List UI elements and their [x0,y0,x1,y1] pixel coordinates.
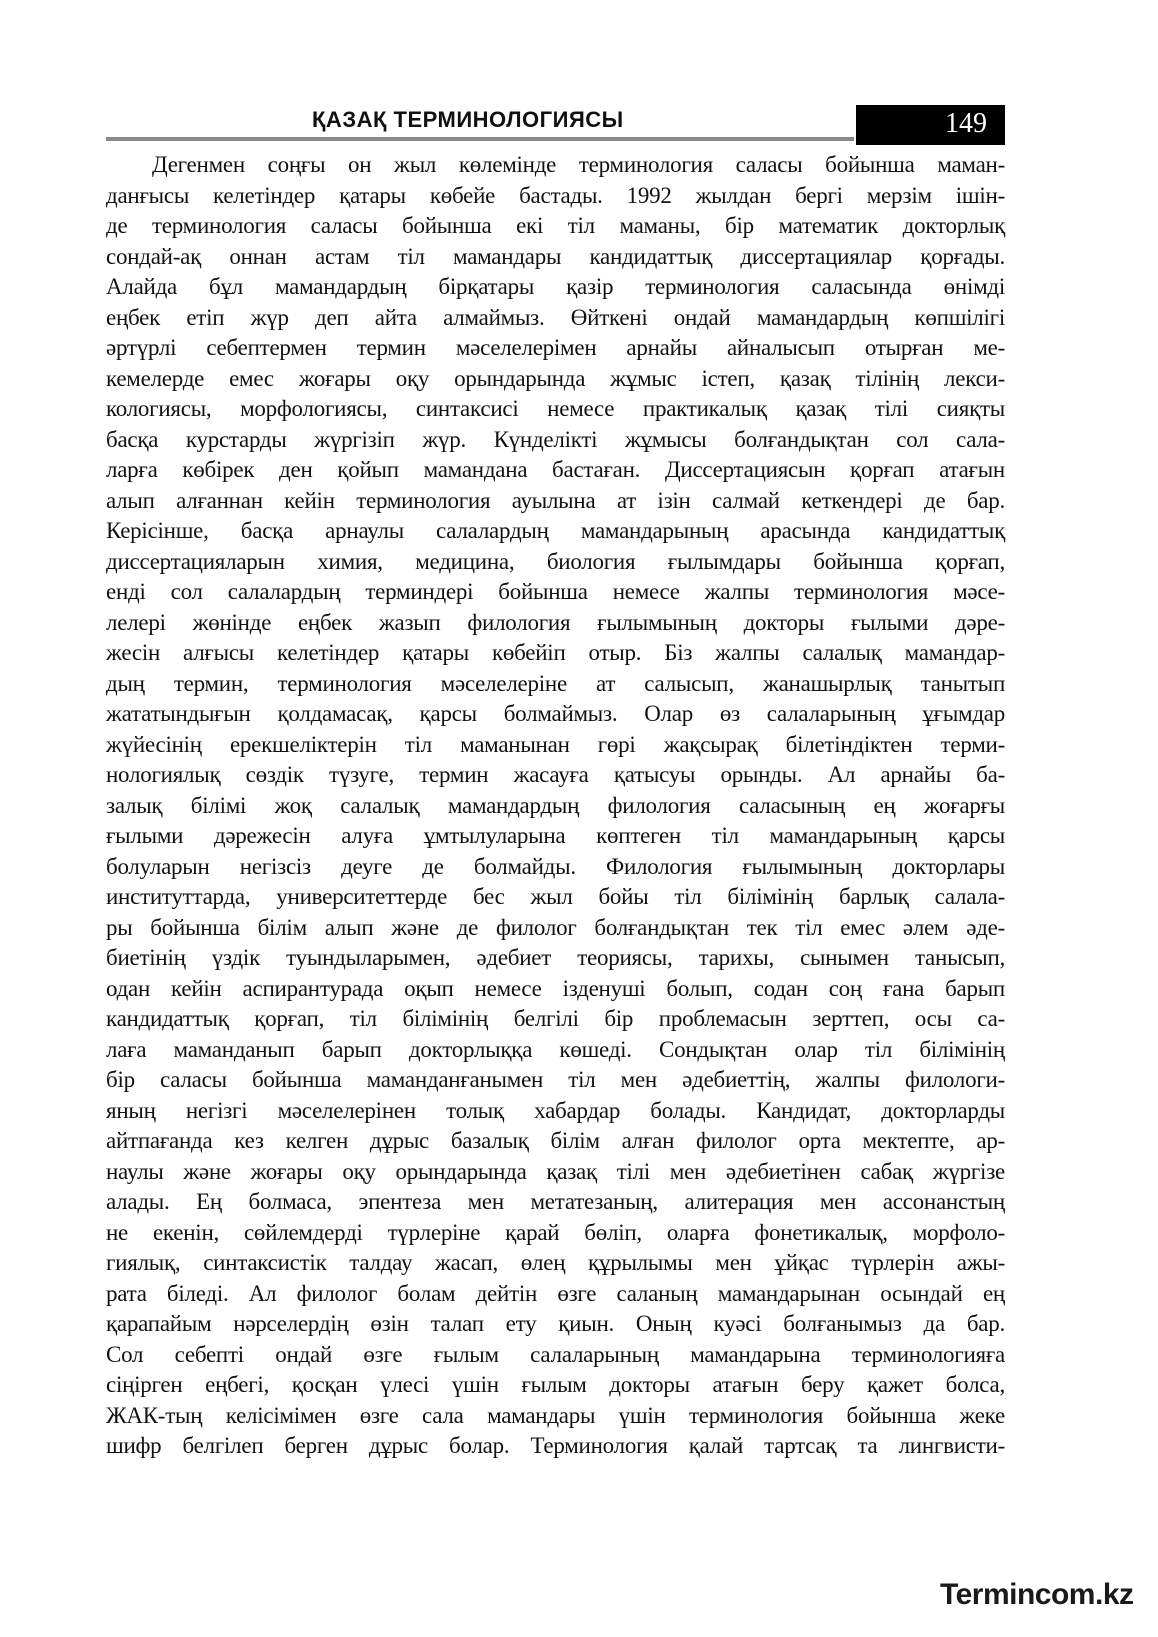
text-line: Дегенмен соңғы он жыл көлемінде терминология саласы бойынша маман- [152,152,1005,177]
text-line: яның негізгі мәселелерінен толық хабардар болады. Кандидат, докторларды [106,1097,1005,1123]
text-line: еңбек етіп жүр деп айта алмаймыз. Өйткені ондай мамандардың көпшілігі [106,304,1005,330]
text-line: сондай-ақ оннан астам тіл мамандары кандидаттық диссертациялар қорғады. [106,243,1005,269]
text-line: залық білімі жоқ салалық мамандардың филология саласының ең жоғарғы [106,792,1005,818]
text-line: Алайда бұл мамандардың бірқатары қазір терминология саласында өнімді [106,274,1005,299]
text-line: болуларын негізсіз деуге де болмайды. Филология ғылымының докторлары [106,853,1005,879]
running-title: ҚАЗАҚ ТЕРМИНОЛОГИЯСЫ [312,107,624,132]
text-line: әртүрлі себептермен термин мәселелерімен арнайы айналысып отырған ме- [106,335,1005,360]
text-line: рата біледі. Ал филолог болам дейтін өзге саланың мамандарынан осындай ең [106,1280,1005,1306]
text-line: Керісінше, басқа арнаулы салалардың мамандарының арасында кандидаттық [106,518,1005,543]
text-line: биетінің үздік туындыларымен, әдебиет теориясы, тарихы, сынымен танысып, [106,945,1005,970]
text-line: де терминология саласы бойынша екі тіл маманы, бір математик докторлық [106,213,1005,238]
text-line: нологиялық сөздік түзуге, термин жасауға қатысуы орынды. Ал арнайы ба- [106,762,1005,787]
page-number: 149 [945,108,987,139]
text-line: жесін алғысы келетіндер қатары көбейіп отыр. Біз жалпы салалық мамандар- [106,640,1005,665]
text-line: наулы және жоғары оқу орындарында қазақ тілі мен әдебиетінен сабақ жүргізе [106,1158,1005,1184]
header-rule [106,137,854,141]
text-line: енді сол салалардың терминдері бойынша немесе жалпы терминология мәсе- [106,579,1005,604]
text-line: лаға маманданып барып докторлыққа көшеді. Сондықтан олар тіл білімінің [106,1036,1005,1062]
text-line: данғысы келетіндер қатары көбейе бастады. 1992 жылдан бергі мерзім ішін- [106,182,1005,208]
text-line: алады. Ең болмаса, эпентеза мен метатезаның, алитерация мен ассонанстың [106,1189,1005,1214]
text-line: дың термин, терминология мәселелеріне ат салысып, жанашырлық танытып [106,670,1005,696]
text-line: ларға көбірек ден қойып мамандана бастаған. Диссертациясын қорғап атағын [106,457,1005,482]
text-line: одан кейін аспирантурада оқып немесе ізденуші болып, содан соң ғана барып [106,975,1005,1001]
page-number-box [856,105,1005,145]
text-line: диссертацияларын химия, медицина, биология ғылымдары бойынша қорғап, [106,548,1005,574]
text-line: басқа курстарды жүргізіп жүр. Күнделікті жұмысы болғандықтан сол сала- [106,426,1005,452]
text-line: институттарда, университеттерде бес жыл бойы тіл білімінің барлық салала- [106,884,1005,909]
text-line: гиялық, синтаксистік талдау жасап, өлең құрылымы мен ұйқас түрлерін ажы- [106,1250,1005,1275]
text-line: сіңірген еңбегі, қосқан үлесі үшін ғылым докторы атағын беру қажет болса, [106,1372,1005,1397]
text-line: жүйесінің ерекшеліктерін тіл маманынан гөрі жақсырақ білетіндіктен терми- [106,731,1005,757]
text-line: ЖАК-тың келісімімен өзге сала мамандары үшін терминология бойынша жеке [106,1402,1005,1428]
text-line: кемелерде емес жоғары оқу орындарында жұмыс істеп, қазақ тілінің лекси- [106,365,1005,391]
text-line: жататындығын қолдамасақ, қарсы болмаймыз. Олар өз салаларының ұғымдар [106,701,1005,726]
text-line: лелері жөнінде еңбек жазып филология ғылымының докторы ғылыми дәре- [106,609,1005,635]
text-line: ғылыми дәрежесін алуға ұмтылуларына көптеген тіл мамандарының қарсы [106,823,1005,848]
text-line: кандидаттық қорғап, тіл білімінің белгілі бір проблемасын зерттеп, осы са- [106,1006,1005,1031]
text-line: бір саласы бойынша маманданғанымен тіл мен әдебиеттің, жалпы филологи- [106,1067,1005,1092]
watermark-logo: Termincom.kz [940,1578,1134,1611]
text-line: айтпағанда кез келген дұрыс базалық білім алған филолог орта мектепте, ар- [106,1128,1005,1153]
text-line: алып алғаннан кейін терминология ауылына ат ізін салмай кеткендері де бар. [106,487,1005,513]
text-line: қарапайым нәрселердің өзін талап ету қиын. Оның куәсі болғанымыз да бар. [106,1311,1005,1336]
text-line: шифр белгілеп берген дұрыс болар. Терминология қалай тартсақ та лингвисти- [106,1433,1005,1458]
text-line: не екенін, сөйлемдерді түрлеріне қарай бөліп, оларға фонетикалық, морфоло- [106,1219,1005,1245]
body-text [106,150,1005,1462]
text-line: ры бойынша білім алып және де филолог болғандықтан тек тіл емес әлем әде- [106,914,1005,940]
page-header [106,105,1005,145]
text-line: кологиясы, морфологиясы, синтаксисі немесе практикалық қазақ тілі сияқты [106,396,1005,421]
text-line: Сол себепті ондай өзге ғылым салаларының мамандарына терминологияға [106,1341,1005,1367]
